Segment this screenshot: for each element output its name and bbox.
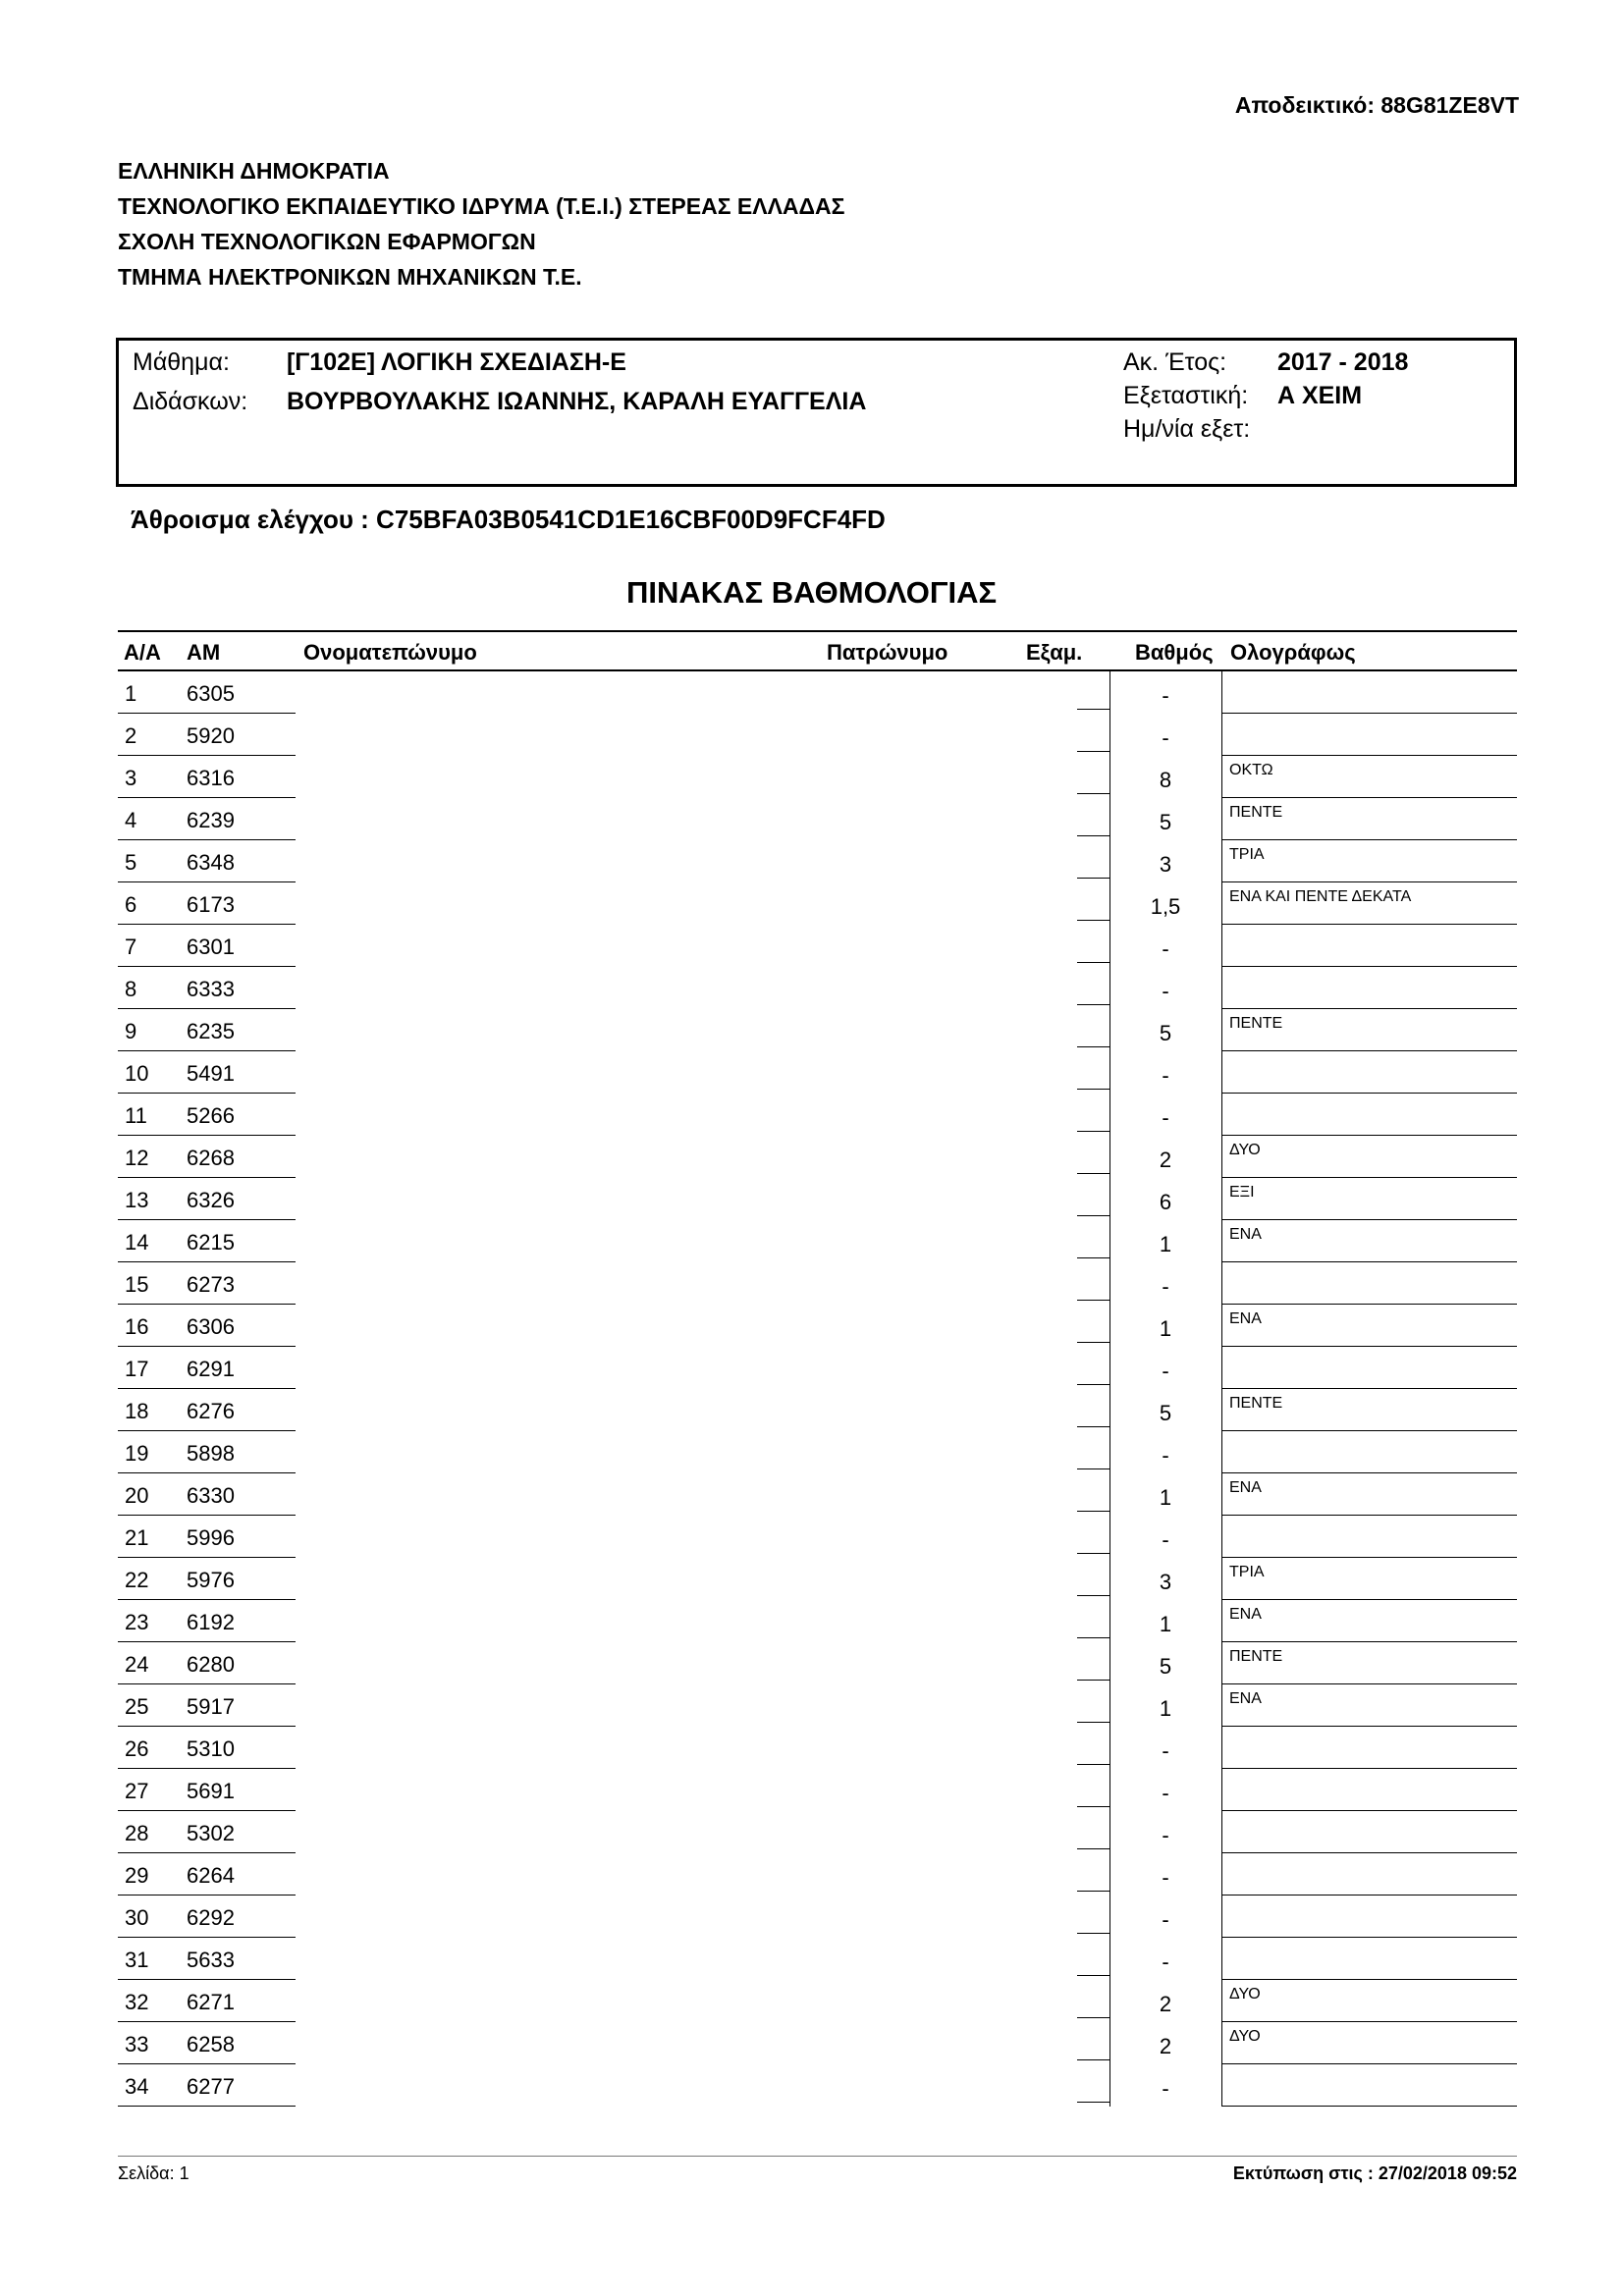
row-grade-cell [1109, 1190, 1221, 1215]
row-grade: - [1162, 1781, 1169, 1805]
table-row [0, 1727, 1623, 1769]
row-grade-cell [1109, 894, 1221, 920]
row-am: 5898 [187, 1441, 235, 1466]
row-grade: 5 [1159, 810, 1172, 834]
row-grade-words: ΕΝΑ [1229, 1310, 1262, 1327]
row-aa: 14 [125, 1230, 149, 1255]
row-grade-cell [1109, 2034, 1221, 2059]
row-grade: - [1162, 1738, 1169, 1763]
row-grade-right-border [1221, 1431, 1222, 1473]
row-grade: 3 [1159, 852, 1172, 877]
row-grade-right-border [1221, 1220, 1222, 1262]
table-row [0, 840, 1623, 882]
row-grade-cell [1109, 852, 1221, 878]
row-semester-line [1077, 1215, 1109, 1216]
row-aa: 1 [125, 681, 137, 706]
row-semester-line [1077, 751, 1109, 752]
row-am: 6268 [187, 1146, 235, 1170]
subject-value: [Γ102Ε] ΛΟΓΙΚΗ ΣΧΕΔΙΑΣΗ-Ε [286, 348, 626, 376]
row-semester-line [1077, 1173, 1109, 1174]
row-grade: 2 [1159, 1992, 1172, 2016]
row-semester-line [1077, 1806, 1109, 1807]
row-grade-words: ΕΞΙ [1229, 1184, 1255, 1201]
row-grade-cell [1109, 1738, 1221, 1764]
row-grade-right-border [1221, 756, 1222, 798]
row-semester-line [1077, 1933, 1109, 1934]
institution-line-institute: ΤΕΧΝΟΛΟΓΙΚΟ ΕΚΠΑΙΔΕΥΤΙΚΟ ΙΔΡΥΜΑ (Τ.Ε.Ι.) ΣΤΕΡΕΑΣ ΕΛΛΑΔΑΣ [118, 193, 845, 219]
row-am: 5633 [187, 1948, 235, 1972]
table-row [0, 882, 1623, 925]
row-grade-right-border [1221, 1769, 1222, 1811]
row-grade-words: ΕΝΑ [1229, 1479, 1262, 1496]
row-grade-words: ΠΕΝΤΕ [1229, 1015, 1283, 1032]
row-semester-line [1077, 1891, 1109, 1892]
row-grade: 3 [1159, 1570, 1172, 1594]
row-semester-line [1077, 709, 1109, 710]
row-grade-words: ΔΥΟ [1229, 2028, 1261, 2045]
table-row [0, 1136, 1623, 1178]
row-grade-cell [1109, 1063, 1221, 1089]
row-am: 5491 [187, 1061, 235, 1086]
row-grade-right-border [1221, 1051, 1222, 1094]
row-grade-right-border [1221, 1305, 1222, 1347]
row-am: 6264 [187, 1863, 235, 1888]
row-semester-line [1077, 1722, 1109, 1723]
row-grade: 5 [1159, 1021, 1172, 1045]
row-grade-cell [1109, 1654, 1221, 1680]
row-am: 6215 [187, 1230, 235, 1255]
table-row [0, 1220, 1623, 1262]
row-grade-words: ΟΚΤΩ [1229, 762, 1273, 778]
institution-line-school: ΣΧΟΛΗ ΤΕΧΝΟΛΟΓΙΚΩΝ ΕΦΑΡΜΟΓΩΝ [118, 229, 536, 254]
row-grade: 1 [1159, 1696, 1172, 1721]
row-grade: - [1162, 1359, 1169, 1383]
receipt-code: Αποδεικτικό: 88G81ZE8VT [1234, 92, 1519, 118]
row-am: 5920 [187, 723, 235, 748]
row-semester-line [1077, 1553, 1109, 1554]
row-aa: 8 [125, 977, 137, 1001]
row-grade-right-border [1221, 1980, 1222, 2022]
row-aa: 7 [125, 934, 137, 959]
period-row [1123, 382, 1362, 410]
row-am: 5266 [187, 1103, 235, 1128]
table-row [0, 2064, 1623, 2107]
row-grade-words: ΠΕΝΤΕ [1229, 1648, 1283, 1665]
row-grade-cell [1109, 1401, 1221, 1426]
table-row [0, 1516, 1623, 1558]
table-row [0, 1980, 1623, 2022]
row-grade-right-border [1221, 1178, 1222, 1220]
row-grade-words: ΔΥΟ [1229, 1986, 1261, 2002]
row-am: 6333 [187, 977, 235, 1001]
table-row [0, 1431, 1623, 1473]
table-row [0, 2022, 1623, 2064]
row-grade: 2 [1159, 1148, 1172, 1172]
row-grade-words: ΠΕΝΤΕ [1229, 804, 1283, 821]
row-semester-line [1077, 1848, 1109, 1849]
row-grade-cell [1109, 1105, 1221, 1131]
row-semester-line [1077, 1131, 1109, 1132]
row-grade: 1 [1159, 1485, 1172, 1510]
row-grade: 1,5 [1150, 894, 1181, 919]
row-grade-cell [1109, 810, 1221, 835]
table-row [0, 1051, 1623, 1094]
row-grade-right-border [1221, 1811, 1222, 1853]
row-grade-cell [1109, 979, 1221, 1004]
row-grade-right-border [1221, 1473, 1222, 1516]
row-semester-line [1077, 1046, 1109, 1047]
row-grade-right-border [1221, 714, 1222, 756]
row-aa: 32 [125, 1990, 149, 2014]
row-aa: 2 [125, 723, 137, 748]
col-header-semester: Εξαμ. [1026, 640, 1083, 665]
table-row [0, 1642, 1623, 1684]
row-aa: 15 [125, 1272, 149, 1297]
row-am: 6280 [187, 1652, 235, 1677]
row-grade-right-border [1221, 1094, 1222, 1136]
row-aa: 29 [125, 1863, 149, 1888]
checksum: Άθροισμα ελέγχου : C75BFA03B0541CD1E16CBF00D9FCF4FD [131, 505, 886, 534]
row-grade-cell [1109, 1612, 1221, 1637]
row-grade-cell [1109, 1570, 1221, 1595]
row-grade-cell [1109, 1148, 1221, 1173]
row-am: 6348 [187, 850, 235, 875]
row-aa: 17 [125, 1357, 149, 1381]
row-semester-line [1077, 1468, 1109, 1469]
table-row [0, 925, 1623, 967]
row-semester-line [1077, 1511, 1109, 1512]
row-grade-cell [1109, 1907, 1221, 1933]
row-grade-cell [1109, 1485, 1221, 1511]
col-header-am: ΑΜ [187, 640, 221, 665]
institution-line-department: ΤΜΗΜΑ ΗΛΕΚΤΡΟΝΙΚΩΝ ΜΗΧΑΝΙΚΩΝ Τ.Ε. [118, 264, 582, 290]
row-semester-line [1077, 2102, 1109, 2103]
col-header-aa: Α/Α [124, 640, 161, 665]
row-am: 5996 [187, 1525, 235, 1550]
row-grade-cell [1109, 1992, 1221, 2017]
row-grade: - [1162, 936, 1169, 961]
row-aa: 11 [125, 1103, 147, 1128]
period-label: Εξεταστική: [1123, 382, 1249, 409]
row-grade-words: ΕΝΑ [1229, 1606, 1262, 1623]
row-semester-line [1077, 962, 1109, 963]
row-grade-right-border [1221, 1727, 1222, 1769]
row-grade-right-border [1221, 2064, 1222, 2107]
row-grade-right-border [1221, 1938, 1222, 1980]
row-grade-words: ΕΝΑ [1229, 1690, 1262, 1707]
row-grade-cell [1109, 1316, 1221, 1342]
row-grade-right-border [1221, 1009, 1222, 1051]
row-aa: 12 [125, 1146, 149, 1170]
table-row [0, 1684, 1623, 1727]
table-header [118, 630, 1517, 671]
year-value: 2017 - 2018 [1276, 348, 1409, 376]
row-semester-line [1077, 1342, 1109, 1343]
course-info-box [116, 338, 1517, 487]
row-grade: - [1162, 1063, 1169, 1088]
row-grade: - [1162, 1105, 1169, 1130]
row-grade-cell [1109, 1232, 1221, 1257]
table-row [0, 1473, 1623, 1516]
row-am: 5691 [187, 1779, 235, 1803]
row-aa: 25 [125, 1694, 149, 1719]
row-grade: 5 [1159, 1401, 1172, 1425]
institution-header [118, 153, 844, 294]
row-am: 6316 [187, 766, 235, 790]
row-grade-right-border [1221, 1600, 1222, 1642]
row-grade-words: ΔΥΟ [1229, 1142, 1261, 1158]
row-semester-line [1077, 1595, 1109, 1596]
row-am: 6305 [187, 681, 235, 706]
row-semester-line [1077, 1004, 1109, 1005]
exam-date-label: Ημ/νία εξετ: [1123, 415, 1251, 443]
row-grade-cell [1109, 1865, 1221, 1891]
row-semester-line [1077, 920, 1109, 921]
table-row [0, 1305, 1623, 1347]
row-aa: 21 [125, 1525, 149, 1550]
row-grade: 6 [1159, 1190, 1172, 1214]
row-am: 5310 [187, 1736, 235, 1761]
row-grade-cell [1109, 1527, 1221, 1553]
row-grade-cell [1109, 936, 1221, 962]
row-grade: - [1162, 1865, 1169, 1890]
row-aa: 6 [125, 892, 137, 917]
row-aa: 20 [125, 1483, 149, 1508]
year-label: Ακ. Έτος: [1123, 348, 1227, 376]
row-semester-line [1077, 1975, 1109, 1976]
row-grade-right-border [1221, 1558, 1222, 1600]
row-aa: 28 [125, 1821, 149, 1845]
col-header-words: Ολογράφως [1230, 640, 1356, 665]
row-grade-cell [1109, 1696, 1221, 1722]
row-semester-line [1077, 1300, 1109, 1301]
instructor-row [133, 388, 866, 416]
subject-row [133, 348, 626, 377]
row-am: 6326 [187, 1188, 235, 1212]
table-row [0, 1896, 1623, 1938]
row-am: 6173 [187, 892, 235, 917]
table-row [0, 1262, 1623, 1305]
row-aa: 9 [125, 1019, 137, 1043]
row-grade-cell [1109, 725, 1221, 751]
table-row [0, 1600, 1623, 1642]
row-aa: 30 [125, 1905, 149, 1930]
row-am: 6271 [187, 1990, 235, 2014]
table-row [0, 1389, 1623, 1431]
row-aa: 23 [125, 1610, 149, 1634]
row-grade: - [1162, 1527, 1169, 1552]
row-am: 5976 [187, 1568, 235, 1592]
row-grade: 2 [1159, 2034, 1172, 2058]
row-grade-cell [1109, 1359, 1221, 1384]
instructor-value: ΒΟΥΡΒΟΥΛΑΚΗΣ ΙΩΑΝΝΗΣ, ΚΑΡΑΛΗ ΕΥΑΓΓΕΛΙΑ [286, 388, 867, 415]
row-grade-right-border [1221, 2022, 1222, 2064]
table-row [0, 967, 1623, 1009]
col-header-father: Πατρώνυμο [827, 640, 948, 665]
subject-label: Μάθημα: [133, 348, 230, 376]
year-row [1123, 348, 1408, 377]
row-am: 6277 [187, 2074, 235, 2099]
row-grade: 1 [1159, 1612, 1172, 1636]
row-am: 6276 [187, 1399, 235, 1423]
row-aa: 10 [125, 1061, 149, 1086]
row-grade-cell [1109, 768, 1221, 793]
table-row [0, 1347, 1623, 1389]
print-timestamp: Εκτύπωση στις : 27/02/2018 09:52 [1232, 2163, 1517, 2183]
row-grade-cell [1109, 1823, 1221, 1848]
table-row [0, 1938, 1623, 1980]
table-row [0, 714, 1623, 756]
row-grade-right-border [1221, 925, 1222, 967]
row-grade-right-border [1221, 1896, 1222, 1938]
row-grade-cell [1109, 1274, 1221, 1300]
row-grade: 1 [1159, 1232, 1172, 1256]
table-row [0, 1178, 1623, 1220]
row-grade: 1 [1159, 1316, 1172, 1341]
row-grade: - [1162, 683, 1169, 708]
row-grade-right-border [1221, 1853, 1222, 1896]
row-semester-line [1077, 1426, 1109, 1427]
row-semester-line [1077, 2017, 1109, 2018]
row-am: 6239 [187, 808, 235, 832]
row-semester-line [1077, 1257, 1109, 1258]
row-semester-line [1077, 878, 1109, 879]
row-grade-right-border [1221, 1136, 1222, 1178]
row-grade-right-border [1221, 1516, 1222, 1558]
row-am: 6291 [187, 1357, 235, 1381]
table-title: ΠΙΝΑΚΑΣ ΒΑΘΜΟΛΟΓΙΑΣ [625, 575, 998, 610]
row-aa: 4 [125, 808, 137, 832]
row-grade-cell [1109, 683, 1221, 709]
row-grade: - [1162, 1949, 1169, 1974]
row-am: 6292 [187, 1905, 235, 1930]
row-grade-right-border [1221, 967, 1222, 1009]
row-grade: - [1162, 1823, 1169, 1847]
row-grade-cell [1109, 1781, 1221, 1806]
row-aa: 16 [125, 1314, 149, 1339]
instructor-label: Διδάσκων: [133, 388, 248, 415]
row-semester-line [1077, 1637, 1109, 1638]
row-grade-words: ΤΡΙΑ [1229, 846, 1265, 863]
row-grade-words: ΕΝΑ [1229, 1226, 1262, 1243]
row-aa: 27 [125, 1779, 149, 1803]
row-grade: - [1162, 1907, 1169, 1932]
row-am: 6235 [187, 1019, 235, 1043]
row-grade: 8 [1159, 768, 1172, 792]
table-row [0, 1769, 1623, 1811]
row-aa: 3 [125, 766, 137, 790]
table-row [0, 1811, 1623, 1853]
table-row [0, 1853, 1623, 1896]
row-semester-line [1077, 1764, 1109, 1765]
col-header-name: Ονοματεπώνυμο [303, 640, 477, 665]
row-aa: 5 [125, 850, 137, 875]
row-grade-words: ΠΕΝΤΕ [1229, 1395, 1283, 1412]
row-aa: 24 [125, 1652, 149, 1677]
row-am: 5302 [187, 1821, 235, 1845]
period-value: Α ΧΕΙΜ [1276, 382, 1363, 409]
row-aa: 18 [125, 1399, 149, 1423]
row-semester-line [1077, 793, 1109, 794]
table-row [0, 1558, 1623, 1600]
row-grade: - [1162, 1274, 1169, 1299]
row-grade-right-border [1221, 1347, 1222, 1389]
row-aa: 26 [125, 1736, 149, 1761]
table-row [0, 798, 1623, 840]
row-grade-right-border [1221, 798, 1222, 840]
institution-line-country: ΕΛΛΗΝΙΚΗ ΔΗΜΟΚΡΑΤΙΑ [118, 158, 390, 184]
row-am: 6273 [187, 1272, 235, 1297]
row-am: 6306 [187, 1314, 235, 1339]
row-grade-words: ΤΡΙΑ [1229, 1564, 1265, 1580]
row-grade: 5 [1159, 1654, 1172, 1679]
exam-date-row [1123, 415, 1271, 444]
row-aa: 34 [125, 2074, 149, 2099]
row-grade: - [1162, 2076, 1169, 2101]
footer-divider [118, 2156, 1517, 2157]
row-semester-line [1077, 1089, 1109, 1090]
col-header-grade: Βαθμός [1135, 640, 1214, 665]
row-semester-line [1077, 835, 1109, 836]
row-am: 6192 [187, 1610, 235, 1634]
row-underline-right [1221, 2106, 1517, 2107]
row-semester-line [1077, 2059, 1109, 2060]
row-grade: - [1162, 979, 1169, 1003]
row-grade-right-border [1221, 882, 1222, 925]
row-grade-cell [1109, 1021, 1221, 1046]
row-am: 6330 [187, 1483, 235, 1508]
page-number: Σελίδα: 1 [118, 2163, 189, 2183]
row-grade: - [1162, 1443, 1169, 1468]
row-am: 6301 [187, 934, 235, 959]
row-grade-cell [1109, 1443, 1221, 1468]
row-underline-left [118, 2106, 296, 2107]
row-semester-line [1077, 1384, 1109, 1385]
table-row [0, 1094, 1623, 1136]
row-grade-right-border [1221, 671, 1222, 714]
row-aa: 33 [125, 2032, 149, 2056]
row-semester-line [1077, 1680, 1109, 1681]
row-grade-right-border [1221, 840, 1222, 882]
row-grade-right-border [1221, 1684, 1222, 1727]
row-grade-cell [1109, 2076, 1221, 2102]
row-grade-words: ΕΝΑ ΚΑΙ ΠΕΝΤΕ ΔΕΚΑΤΑ [1229, 888, 1412, 905]
row-aa: 22 [125, 1568, 149, 1592]
table-row [0, 1009, 1623, 1051]
row-grade-right-border [1221, 1262, 1222, 1305]
row-grade-right-border [1221, 1389, 1222, 1431]
row-grade-cell [1109, 1949, 1221, 1975]
row-grade: - [1162, 725, 1169, 750]
row-am: 5917 [187, 1694, 235, 1719]
row-aa: 13 [125, 1188, 149, 1212]
row-aa: 19 [125, 1441, 149, 1466]
row-am: 6258 [187, 2032, 235, 2056]
table-row [0, 756, 1623, 798]
row-aa: 31 [125, 1948, 149, 1972]
row-grade-right-border [1221, 1642, 1222, 1684]
table-row [0, 671, 1623, 714]
